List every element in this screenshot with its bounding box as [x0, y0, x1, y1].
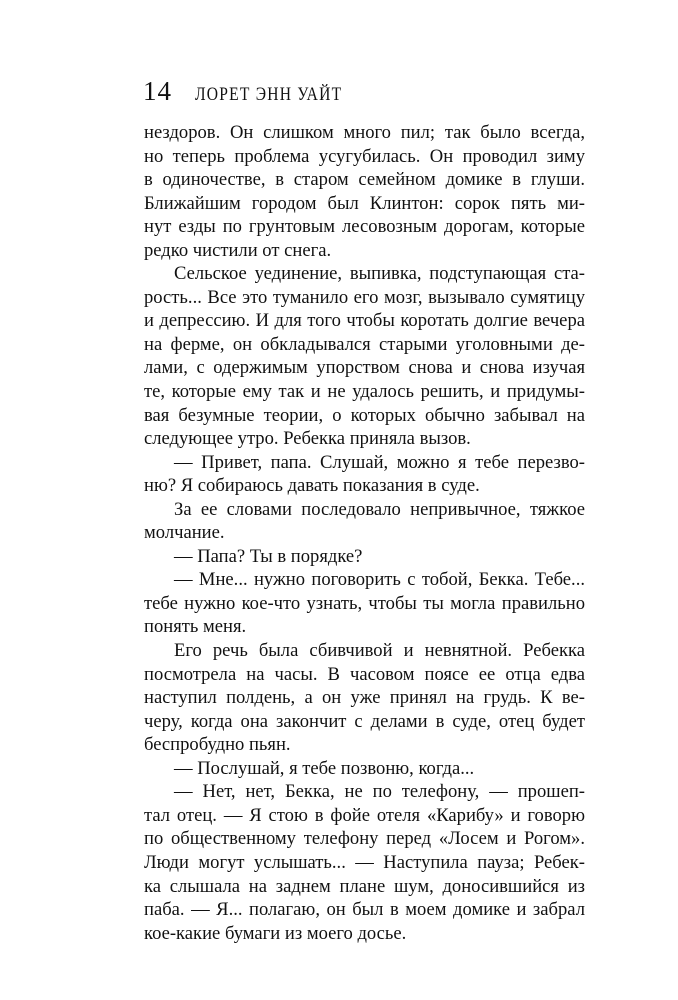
text-line: вая безумные теории, о которых обычно забывал на: [144, 404, 585, 426]
text-line: и депрессию. И для того чтобы коротать долгие вечера: [144, 310, 585, 332]
text-line: молчание.: [144, 522, 225, 544]
book-text-body: [144, 121, 585, 945]
text-line: в одиночестве, в старом семейном домике в глуши.: [144, 169, 585, 191]
text-line: нездоров. Он слишком много пил; так было всегда,: [144, 122, 585, 143]
text-line: ка слышала на заднем плане шум, доносившийся из: [144, 875, 585, 897]
text-line: — Послушай, я тебе позвоню, когда...: [174, 757, 475, 779]
text-line: — Привет, папа. Слушай, можно я тебе перезво-: [174, 451, 585, 473]
text-line: тебе нужно кое-что узнать, чтобы ты могла правильно: [144, 592, 585, 614]
text-line: беспробудно пьян.: [144, 734, 291, 756]
text-line: редко чистили от снега.: [144, 239, 332, 261]
text-line: посмотрела на часы. В часовом поясе ее отца едва: [144, 663, 585, 685]
text-line: лами, с одержимым упорством снова и снова изучая: [144, 357, 585, 379]
text-line: Его речь была сбивчивой и невнятной. Ребекка: [174, 640, 585, 662]
text-line: те, которые ему так и не удалось решить, и придумы-: [144, 381, 585, 403]
text-line: — Мне... нужно поговорить с тобой, Бекка. Тебе...: [174, 569, 585, 591]
text-line: рость... Все это туманило его мозг, вызывало сумятицу: [144, 286, 585, 308]
text-line: по общественному телефону перед «Лосем и Рогом».: [144, 828, 585, 850]
text-line: на ферме, он обкладывался старыми уголовными де-: [144, 333, 585, 355]
text-line: Сельское уединение, выпивка, подступающая ста-: [174, 263, 585, 285]
text-line: ню? Я собираюсь давать показания в суде.: [144, 475, 480, 497]
text-line: — Нет, нет, Бекка, не по телефону, — прошеп-: [174, 781, 585, 803]
page-number: 14: [143, 76, 172, 106]
text-line: паба. — Я... полагаю, он был в моем домике и забрал: [144, 899, 585, 921]
text-line: но теперь проблема усугубилась. Он проводил зиму: [144, 145, 585, 167]
text-line: понять меня.: [144, 616, 247, 638]
text-line: кое-какие бумаги из моего досье.: [144, 922, 407, 944]
text-line: черу, когда она закончит с делами в суде, отец будет: [144, 710, 585, 732]
text-line: наступил полдень, а он уже принял на грудь. К ве-: [144, 687, 585, 709]
text-line: тал отец. — Я стою в фойе отеля «Карибу» и говорю: [144, 804, 585, 826]
text-line: Люди могут услышать... — Наступила пауза; Ребек-: [144, 851, 585, 873]
running-head-author: ЛОРЕТ ЭНН УАЙТ: [195, 84, 343, 105]
text-line: За ее словами последовало непривычное, тяжкое: [174, 498, 585, 520]
page-header: [143, 74, 375, 108]
text-line: — Папа? Ты в порядке?: [174, 545, 363, 567]
text-line: нут езды по грунтовым лесовозным дорогам, которые: [144, 216, 585, 238]
text-line: Ближайшим городом был Клинтон: сорок пять ми-: [144, 192, 585, 214]
text-line: следующее утро. Ребекка приняла вызов.: [144, 428, 471, 450]
